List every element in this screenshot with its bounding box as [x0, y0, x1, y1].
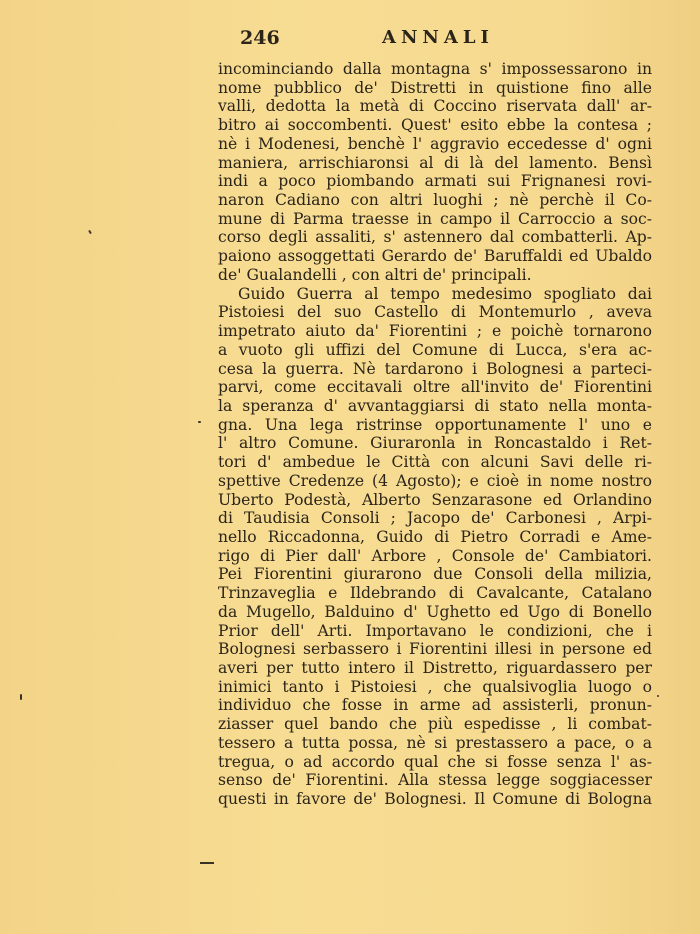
text-line: Pei Fiorentini giurarono due Consoli della milizia,	[218, 565, 652, 584]
text-line: nello Riccadonna, Guido di Pietro Corradi e Ame-	[218, 527, 652, 546]
ink-speck	[198, 421, 201, 423]
text-line: mune di Parma traesse in campo il Carroccio a soc-	[218, 209, 652, 228]
text-line: maniera, arrischiaronsi al di là del lamento. Bensì	[218, 153, 652, 172]
text-line: la speranza d' avvantaggiarsi di stato nella monta-	[218, 396, 652, 415]
page-header	[236, 27, 656, 51]
text-line: nome pubblico de' Distretti in quistione fino alle	[218, 78, 652, 97]
page-number: 246	[240, 27, 280, 49]
text-line: tregua, o ad accordo qual che si fosse senza l' as-	[218, 752, 652, 771]
text-line: inimici tanto i Pistoiesi , che qualsivoglia luogo o	[218, 677, 652, 696]
text-line: ziasser quel bando che più espedisse , li combat-	[218, 715, 652, 734]
ink-dash	[200, 862, 214, 864]
text-line: Trinzaveglia e Ildebrando di Cavalcante, Catalano	[218, 584, 652, 603]
text-line: da Mugello, Balduino d' Ughetto ed Ugo di Bonello	[218, 602, 652, 621]
text-line: rigo di Pier dall' Arbore , Console de' Cambiatori.	[218, 546, 652, 565]
text-line: spettive Credenze (4 Agosto); e cioè in nome nostro	[218, 471, 652, 490]
text-line: parvi, come eccitavali oltre all'invito de' Fiorentini	[218, 378, 652, 397]
text-line: de' Gualandelli , con altri de' principali.	[218, 265, 532, 284]
text-line: Uberto Podestà, Alberto Senzarasone ed Orlandino	[218, 490, 652, 509]
ink-speck	[20, 694, 22, 700]
text-line: valli, dedotta la metà di Coccino riservata dall' ar-	[218, 97, 652, 116]
text-line: naron Cadiano con altri luoghi ; nè perchè il Co-	[218, 191, 652, 210]
paragraph-start-line: Guido Guerra al tempo medesimo spogliato dai	[238, 284, 652, 303]
text-line: indi a poco piombando armati sui Frignanesi rovi-	[218, 172, 652, 191]
text-line: l' altro Comune. Giuraronla in Roncastaldo i Ret-	[218, 434, 652, 453]
ink-speck	[88, 230, 92, 234]
text-line: paiono assoggettati Gerardo de' Baruffaldi ed Ubaldo	[218, 247, 652, 266]
text-line: incominciando dalla montagna s' impossessarono in	[218, 60, 652, 78]
text-line: Bolognesi serbassero i Fiorentini illesi in persone ed	[218, 640, 652, 659]
text-line: tessero a tutta possa, nè si prestassero a pace, o a	[218, 733, 652, 752]
text-line: di Taudisia Consoli ; Jacopo de' Carbonesi , Arpi-	[218, 509, 652, 528]
text-line: bitro ai soccombenti. Quest' esito ebbe la contesa ;	[218, 116, 652, 135]
text-line: impetrato aiuto da' Fiorentini ; e poichè tornarono	[218, 322, 652, 341]
text-line: a vuoto gli uffizi del Comune di Lucca, s'era ac-	[218, 340, 652, 359]
text-line: gna. Una lega ristrinse opportunamente l' uno e	[218, 415, 652, 434]
text-line: cesa la guerra. Nè tardarono i Bolognesi a parteci-	[218, 359, 652, 378]
text-line: Pistoiesi del suo Castello di Montemurlo , aveva	[218, 303, 652, 322]
text-line: nè i Modenesi, benchè l' aggravio eccedesse d' ogni	[218, 134, 652, 153]
text-line: individuo che fosse in arme ad assisterli, pronun-	[218, 696, 652, 715]
text-line: corso degli assaliti, s' astennero dal combatterli. Ap-	[218, 228, 652, 247]
text-line: tori d' ambedue le Città con alcuni Savi delle ri-	[218, 453, 652, 472]
text-line: senso de' Fiorentini. Alla stessa legge soggiacesser	[218, 771, 652, 790]
running-title: ANNALI	[382, 27, 494, 48]
body-text	[218, 60, 652, 809]
text-line: Prior dell' Arti. Importavano le condizioni, che i	[218, 621, 652, 640]
ink-speck	[657, 695, 659, 697]
text-line: averi per tutto intero il Distretto, riguardassero per	[218, 659, 652, 677]
text-line: questi in favore de' Bolognesi. Il Comune di Bologna	[218, 790, 652, 809]
